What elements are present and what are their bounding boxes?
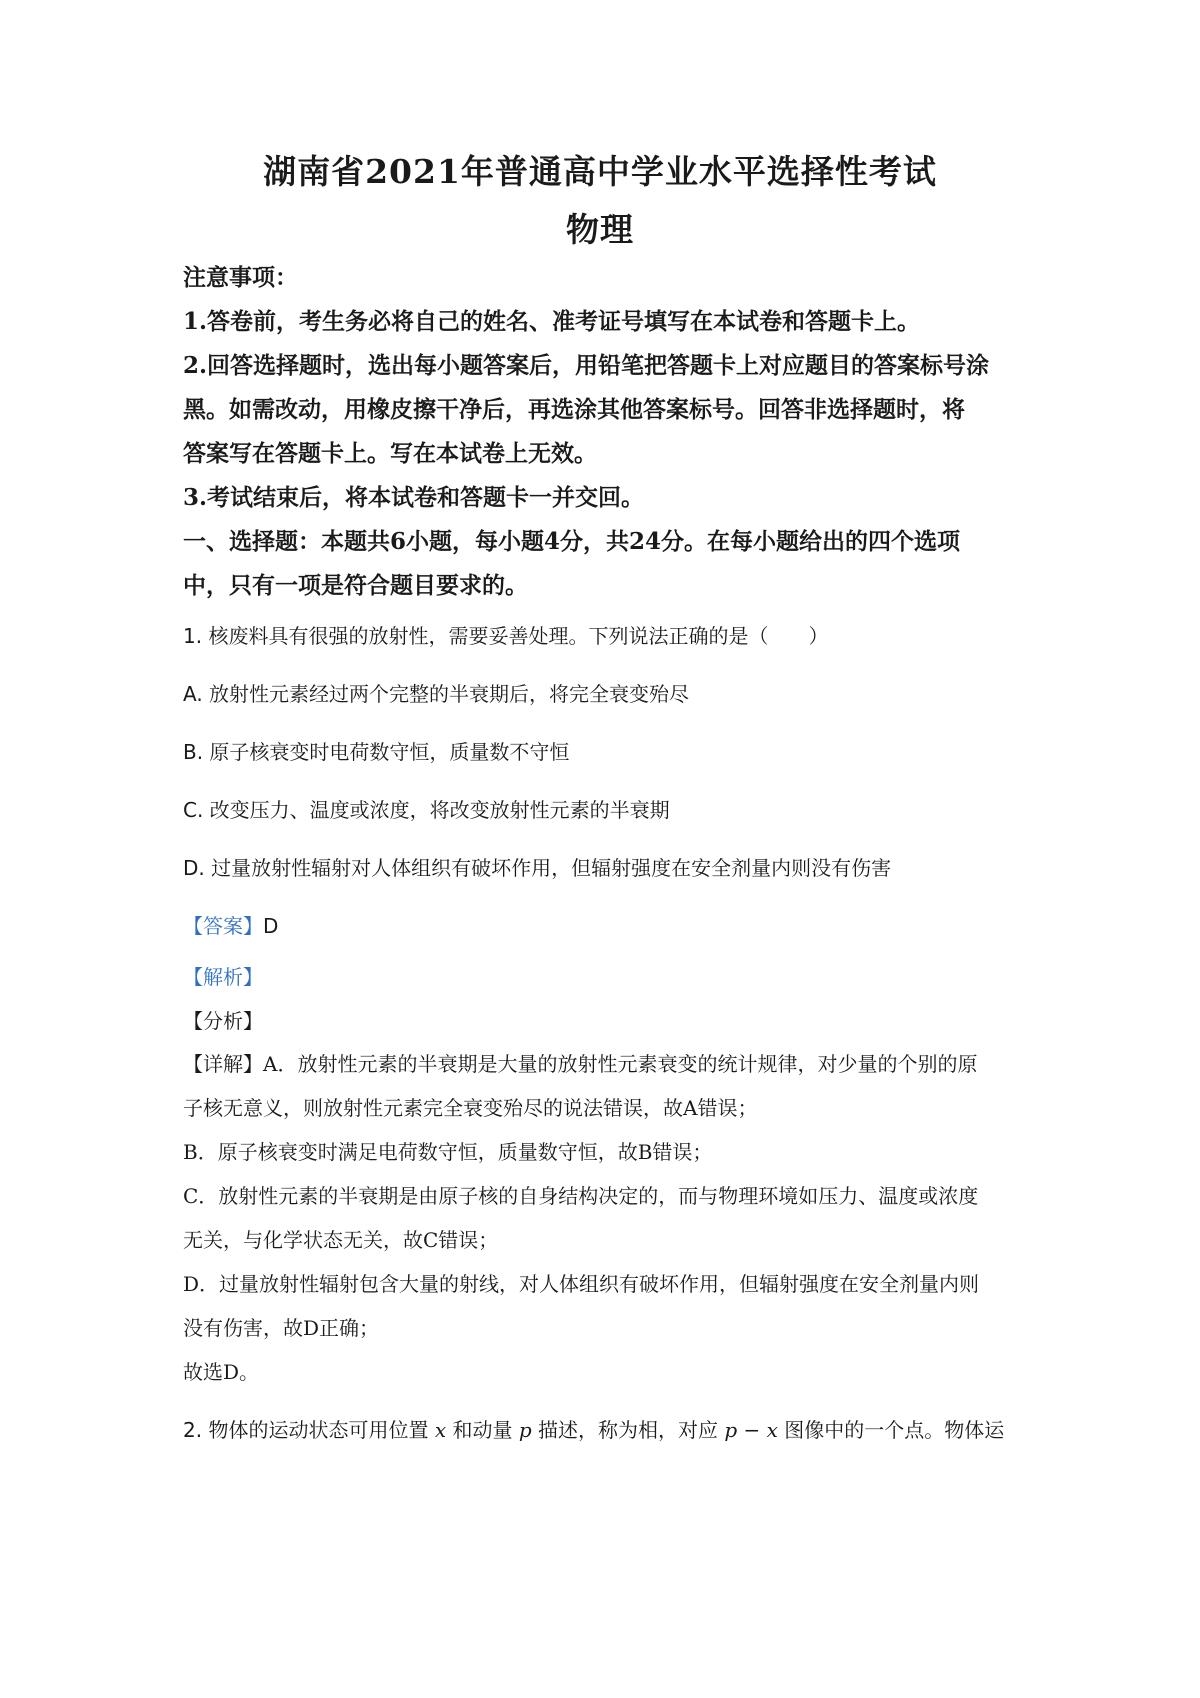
section-heading-line-1: 一、选择题：本题共6小题，每小题4分，共24分。在每小题给出的四个选项 xyxy=(183,528,961,555)
q2-text-2: 和动量 xyxy=(452,1418,513,1442)
notice-heading: 注意事项： xyxy=(183,264,298,291)
question-1-option-a: A. 放射性元素经过两个完整的半衰期后，将完全衰变殆尽 xyxy=(183,682,690,706)
question-2-stem xyxy=(183,1414,1043,1443)
conclusion: 故选D。 xyxy=(183,1360,260,1384)
detail-c-line-1: C．放射性元素的半衰期是由原子核的自身结构决定的，而与物理环境如压力、温度或浓度 xyxy=(183,1184,979,1208)
notice-item-2-line-2: 黑。如需改动，用橡皮擦干净后，再选涂其他答案标号。回答非选择题时，将 xyxy=(183,396,965,423)
q2-var-x: x xyxy=(434,1418,447,1442)
detail-b: B．原子核衰变时满足电荷数守恒，质量数守恒，故B错误； xyxy=(183,1140,713,1164)
q2-var-p: p xyxy=(518,1418,532,1442)
question-1-option-c: C. 改变压力、温度或浓度，将改变放射性元素的半衰期 xyxy=(183,798,670,822)
answer-label: 【答案】 xyxy=(183,914,263,938)
analysis-label: 【解析】 xyxy=(183,965,263,989)
q2-expr-p-x: p − x xyxy=(724,1418,778,1442)
detail-d-line-1: D．过量放射性辐射包含大量的射线，对人体组织有破坏作用，但辐射强度在安全剂量内则 xyxy=(183,1272,980,1296)
detail-a-text: A．放射性元素的半衰期是大量的放射性元素衰变的统计规律，对少量的个别的原 xyxy=(263,1052,978,1076)
q2-text-3: 描述，称为相，对应 xyxy=(537,1418,718,1442)
subject-title: 物理 xyxy=(566,210,634,249)
question-1-option-d: D. 过量放射性辐射对人体组织有破坏作用，但辐射强度在安全剂量内则没有伤害 xyxy=(183,856,892,880)
notice-item-2-line-1: 2.回答选择题时，选出每小题答案后，用铅笔把答题卡上对应题目的答案标号涂 xyxy=(183,352,990,379)
exam-title: 湖南省2021年普通高中学业水平选择性考试 xyxy=(263,152,937,191)
question-1-stem: 1. 核废料具有很强的放射性，需要妥善处理。下列说法正确的是（ ） xyxy=(183,624,829,648)
fenxi-label: 【分析】 xyxy=(183,1009,263,1033)
detail-label: 【详解】 xyxy=(183,1052,263,1076)
detail-a-line-1 xyxy=(183,1048,1043,1077)
notice-item-3: 3.考试结束后，将本试卷和答题卡一并交回。 xyxy=(183,484,645,511)
q2-text-4: 图像中的一个点。物体运 xyxy=(784,1418,1005,1442)
q2-text-1: 2. 物体的运动状态可用位置 xyxy=(183,1418,429,1442)
section-heading-line-2: 中，只有一项是符合题目要求的。 xyxy=(183,572,528,599)
detail-a-line-2: 子核无意义，则放射性元素完全衰变殆尽的说法错误，故A错误； xyxy=(183,1096,758,1120)
notice-item-1: 1.答卷前，考生务必将自己的姓名、准考证号填写在本试卷和答题卡上。 xyxy=(183,308,921,335)
detail-d-line-2: 没有伤害，故D正确； xyxy=(183,1316,380,1340)
notice-item-2-line-3: 答案写在答题卡上。写在本试卷上无效。 xyxy=(183,440,597,467)
question-1-option-b: B. 原子核衰变时电荷数守恒，质量数不守恒 xyxy=(183,740,570,764)
detail-c-line-2: 无关，与化学状态无关，故C错误； xyxy=(183,1228,499,1252)
answer-line xyxy=(183,910,1043,939)
answer-value: D xyxy=(263,914,279,938)
